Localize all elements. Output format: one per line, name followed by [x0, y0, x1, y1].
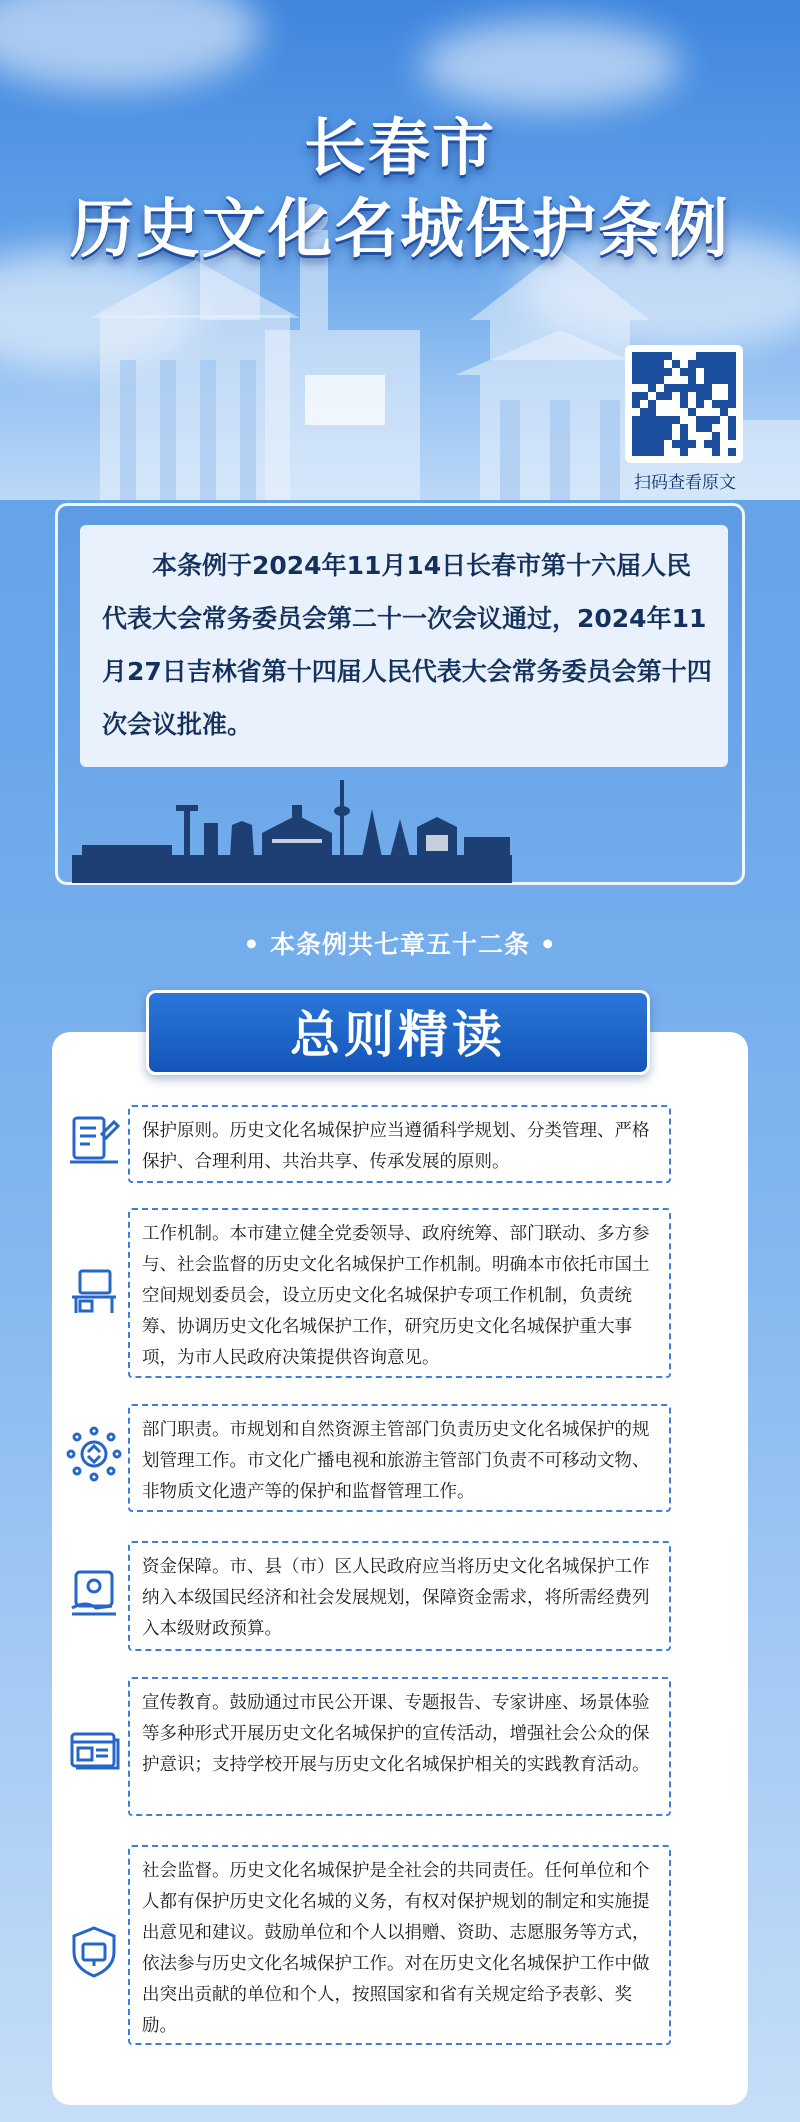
qr-code[interactable] [625, 345, 743, 463]
network-cycle-icon [66, 1426, 122, 1482]
qr-caption: 扫码查看原文 [634, 473, 736, 493]
chapters-note: • 本条例共七章五十二条 • [243, 930, 557, 959]
list-item: 部门职责。市规划和自然资源主管部门负责历史文化名城保护的规划管理工作。市文化广播电视和旅游主管部门负责不可移动文物、非物质文化遗产等的保护和监督管理工作。 [128, 1404, 671, 1512]
shield-monitor-icon [66, 1924, 122, 1980]
list-item: 工作机制。本市建立健全党委领导、政府统筹、部门联动、多方参与、社会监督的历史文化名城保护工作机制。明确本市依托市国土空间规划委员会，设立历史文化名城保护专项工作机制，负责统筹、协调历史文化名城保护工作，研究历史文化名城保护重大事项，为市人民政府决策提供咨询意见。 [128, 1208, 671, 1378]
list-item: 资金保障。市、县（市）区人民政府应当将历史文化名城保护工作纳入本级国民经济和社会发展规划，保障资金需求，将所需经费列入本级财政预算。 [128, 1541, 671, 1651]
section-title: 总则精读 [290, 1006, 506, 1064]
hero-banner [0, 0, 800, 500]
city-skyline-icon [72, 775, 512, 883]
list-item: 社会监督。历史文化名城保护是全社会的共同责任。任何单位和个人都有保护历史文化名城的义务，有权对保护规划的制定和实施提出意见和建议。鼓励单位和个人以捐赠、资助、志愿服务等方式，依法参与历史文化名城保护工作。对在历史文化名城保护工作中做出突出贡献的单位和个人，按照国家和省有关规定给予表彰、奖励。 [128, 1845, 671, 2045]
list-item: 保护原则。历史文化名城保护应当遵循科学规划、分类管理、严格保护、合理利用、共治共享、传承发展的原则。 [128, 1105, 671, 1183]
page-title-line2: 历史文化名城保护条例 [70, 193, 730, 267]
page-title-line1: 长春市 [303, 111, 496, 184]
qr-code-pattern [632, 352, 736, 456]
workstation-icon [66, 1263, 122, 1319]
newspaper-icon [66, 1722, 122, 1778]
document-pen-icon [66, 1112, 122, 1168]
intro-text: 本条例于2024年11月14日长春市第十六届人民代表大会常务委员会第二十一次会议通过，2024年11月27日吉林省第十四届人民代表大会常务委员会第十四次会议批准。 [80, 525, 728, 767]
money-hand-icon [66, 1564, 122, 1620]
list-item: 宣传教育。鼓励通过市民公开课、专题报告、专家讲座、场景体验等多种形式开展历史文化名城保护的宣传活动，增强社会公众的保护意识；支持学校开展与历史文化名城保护相关的实践教育活动。 [128, 1677, 671, 1816]
